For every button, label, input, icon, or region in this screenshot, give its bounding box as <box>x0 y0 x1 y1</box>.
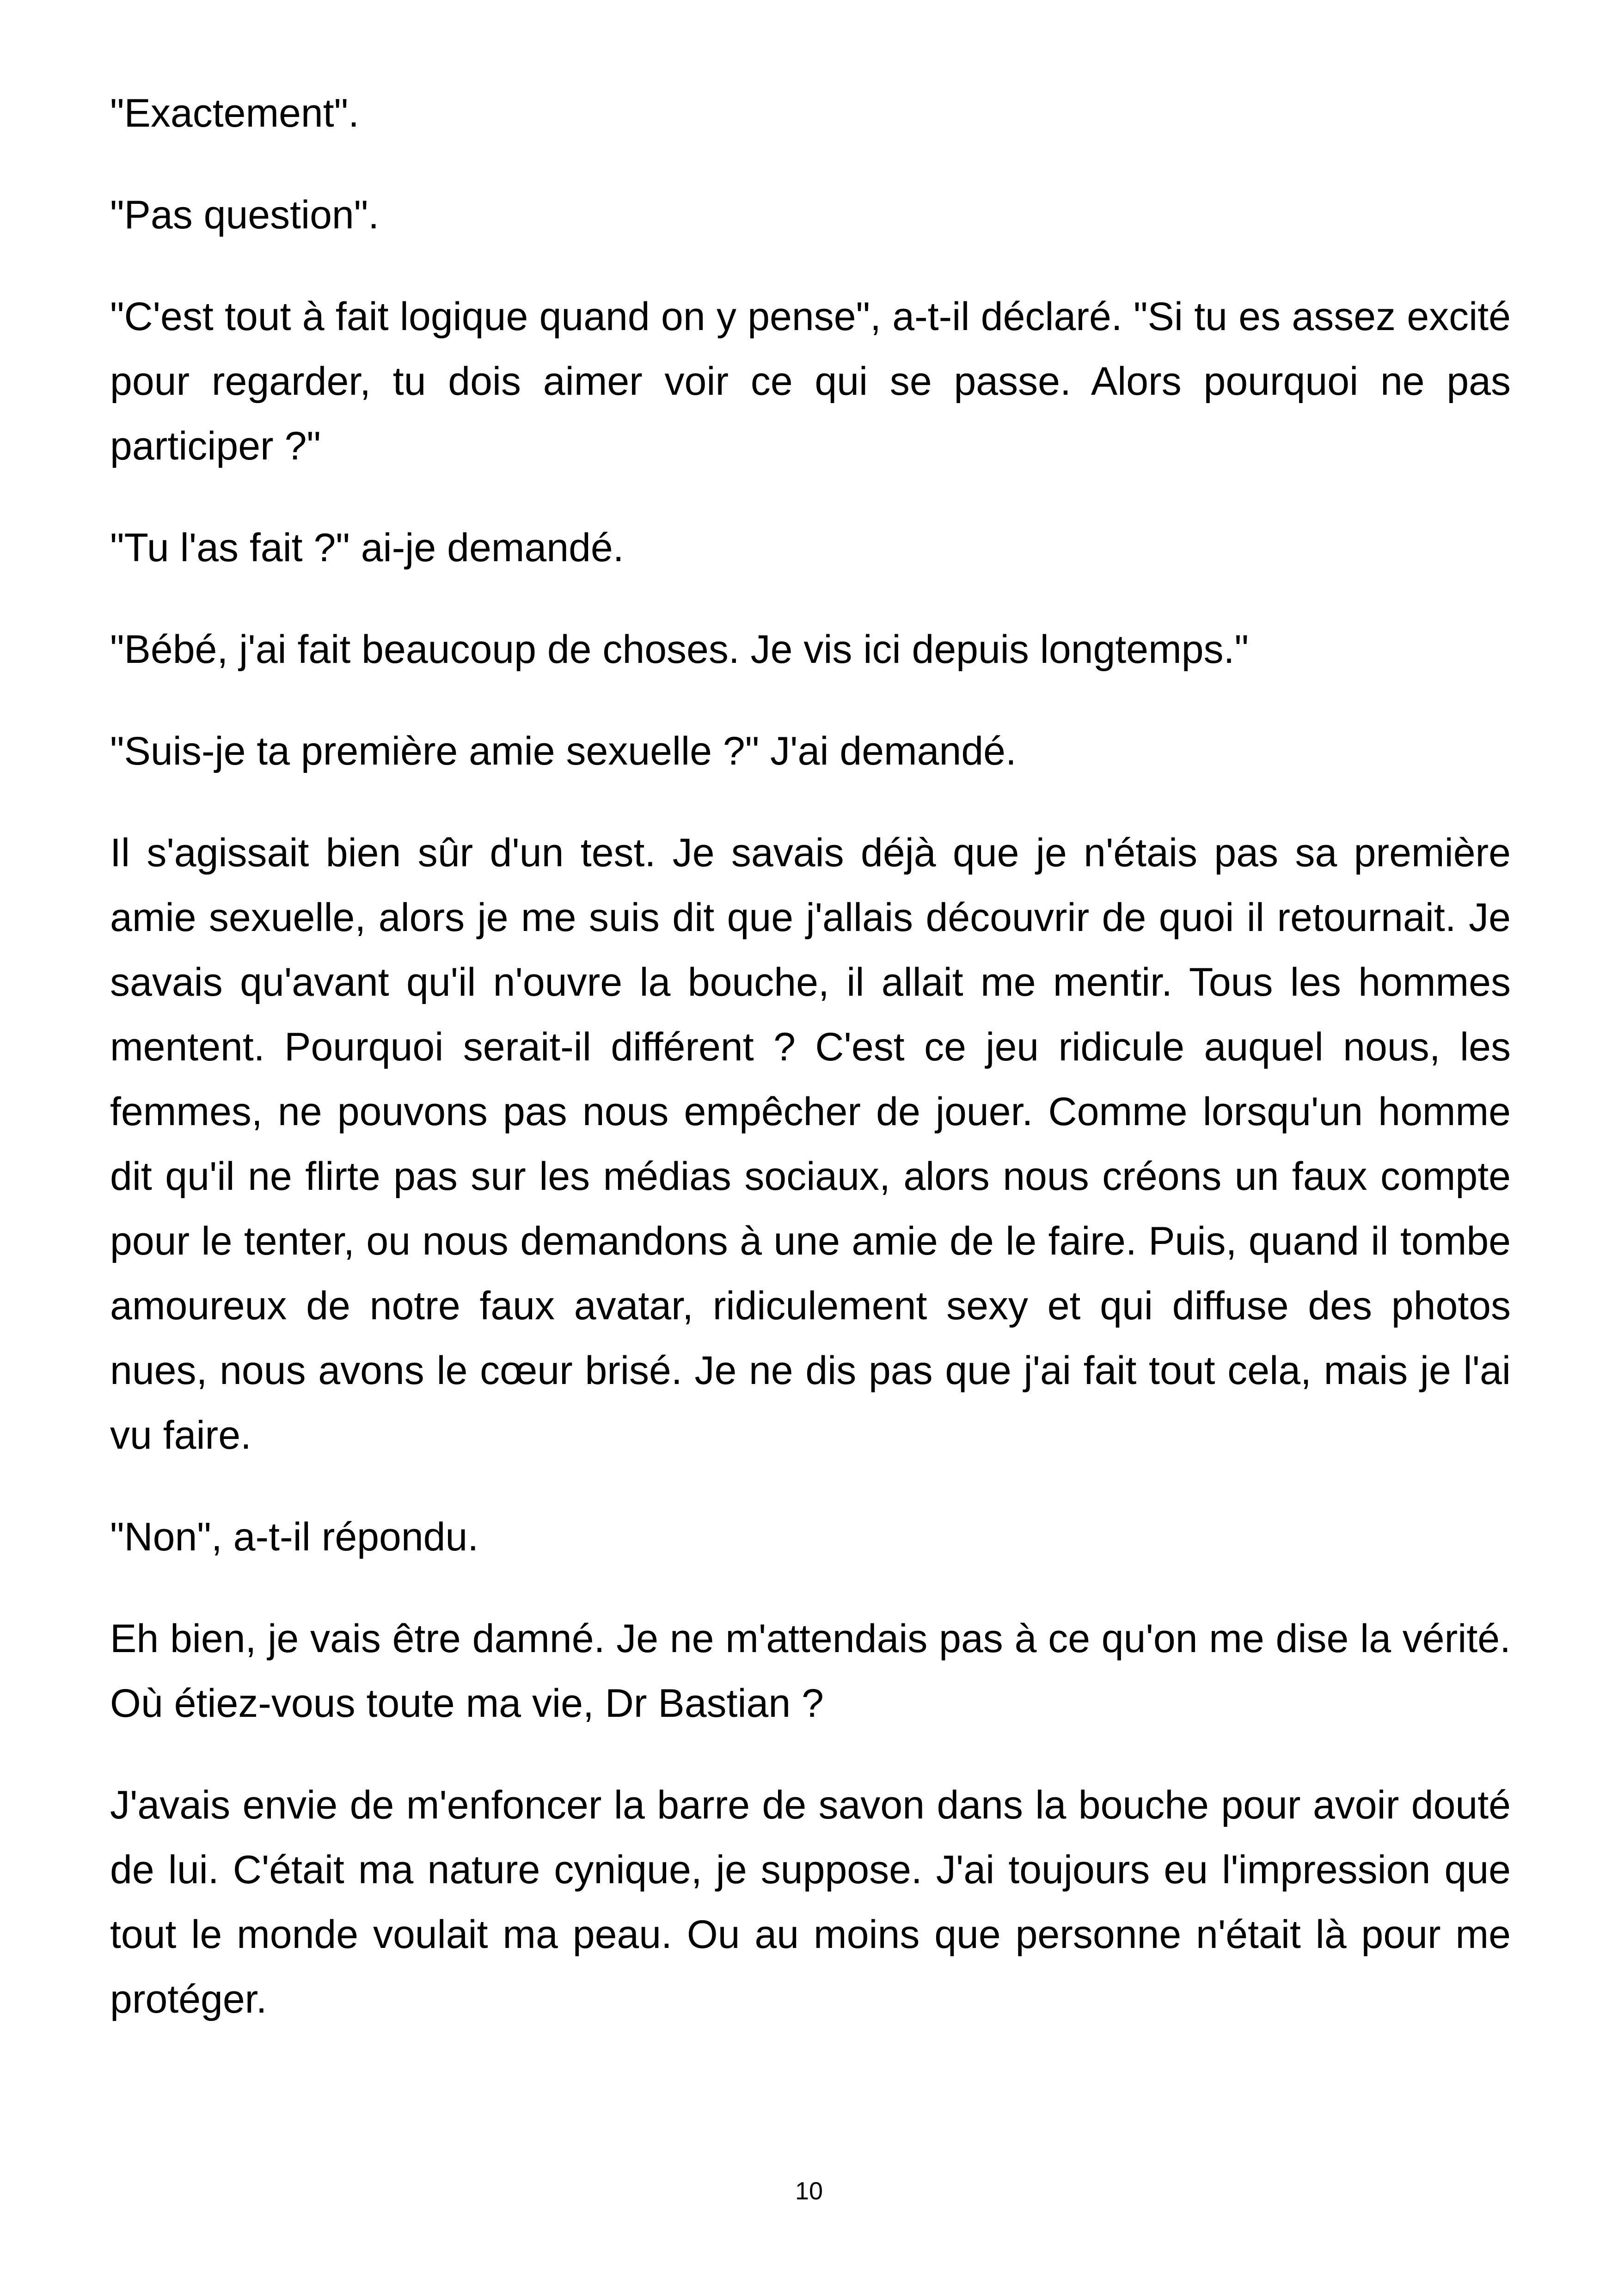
paragraph: J'avais envie de m'enfoncer la barre de savon dans la bouche pour avoir douté de lui. C'était ma nature cynique, je suppose. J'ai toujours eu l'impression que tout le monde voulait ma peau. Ou au moins que personne n'était là pour me protéger. <box>110 1783 1511 2021</box>
page-body <box>110 81 1511 2069</box>
paragraph: "Suis-je ta première amie sexuelle ?" J'ai demandé. <box>110 729 1017 773</box>
paragraph: "Exactement". <box>110 91 360 135</box>
paragraph: "Tu l'as fait ?" ai-je demandé. <box>110 526 624 570</box>
paragraph: "Pas question". <box>110 193 380 237</box>
paragraph: Eh bien, je vais être damné. Je ne m'attendais pas à ce qu'on me dise la vérité. Où étiez-vous toute ma vie, Dr Bastian ? <box>110 1616 1511 1726</box>
paragraph: "Bébé, j'ai fait beaucoup de choses. Je vis ici depuis longtemps." <box>110 627 1249 672</box>
paragraph: "C'est tout à fait logique quand on y pense", a-t-il déclaré. "Si tu es assez excité pour regarder, tu dois aimer voir ce qui se passe. Alors pourquoi ne pas participer ?" <box>110 294 1511 468</box>
paragraph: "Non", a-t-il répondu. <box>110 1515 479 1559</box>
paragraph: Il s'agissait bien sûr d'un test. Je savais déjà que je n'étais pas sa première amie sexuelle, alors je me suis dit que j'allais découvrir de quoi il retournait. Je savais qu'avant qu'il n'ouvre la bouche, il allait me mentir. Tous les hommes mentent. Pourquoi serait-il différent ? C'est ce jeu ridicule auquel nous, les femmes, ne pouvons pas nous empêcher de jouer. Comme lorsqu'un homme dit qu'il ne flirte pas sur les médias sociaux, alors nous créons un faux compte pour le tenter, ou nous demandons à une amie de le faire. Puis, quand il tombe amoureux de notre faux avatar, ridiculement sexy et qui diffuse des photos nues, nous avons le cœur brisé. Je ne dis pas que j'ai fait tout cela, mais je l'ai vu faire. <box>110 831 1511 1457</box>
page-number: 10 <box>795 2177 823 2205</box>
